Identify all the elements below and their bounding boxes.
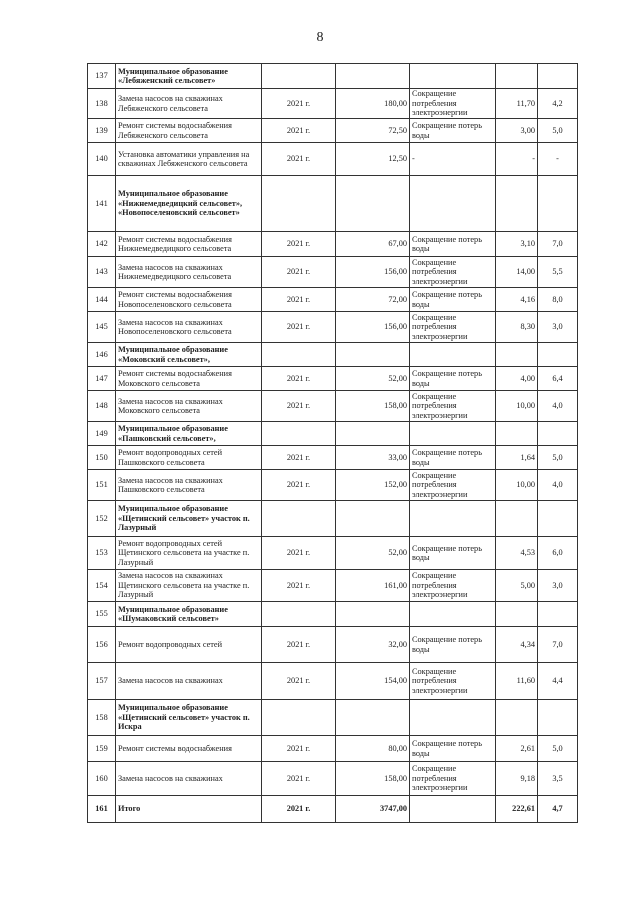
saving-value: 1,64 <box>496 446 538 470</box>
row-number: 160 <box>88 762 116 796</box>
section-heading-row <box>88 602 578 627</box>
measure-name: Ремонт водопроводных сетей <box>116 627 262 663</box>
saving-value <box>496 501 538 537</box>
measure-name: Муниципальное образование «Щетинский сельсовет» участок п. Искра <box>116 700 262 736</box>
expected-effect <box>410 501 496 537</box>
expected-effect: Сокращение потерь воды <box>410 288 496 312</box>
row-number: 152 <box>88 501 116 537</box>
cost-value: 156,00 <box>336 257 410 288</box>
measure-name: Муниципальное образование «Щетинский сельсовет» участок п. Лазурный <box>116 501 262 537</box>
expected-effect: Сокращение потребления электроэнергии <box>410 89 496 119</box>
payback-value: 6,0 <box>538 537 578 570</box>
implementation-year: 2021 г. <box>262 257 336 288</box>
cost-value: 52,00 <box>336 367 410 391</box>
saving-value <box>496 64 538 89</box>
implementation-year: 2021 г. <box>262 627 336 663</box>
expected-effect: Сокращение потребления электроэнергии <box>410 470 496 501</box>
payback-value: 7,0 <box>538 627 578 663</box>
cost-value: 180,00 <box>336 89 410 119</box>
expected-effect: Сокращение потребления электроэнергии <box>410 762 496 796</box>
section-heading-row <box>88 422 578 446</box>
cost-value: 80,00 <box>336 736 410 762</box>
table-row <box>88 663 578 700</box>
payback-value <box>538 501 578 537</box>
expected-effect: Сокращение потерь воды <box>410 232 496 257</box>
section-heading-row <box>88 343 578 367</box>
table-row <box>88 537 578 570</box>
row-number: 145 <box>88 312 116 343</box>
saving-value: 2,61 <box>496 736 538 762</box>
table-row <box>88 312 578 343</box>
implementation-year: 2021 г. <box>262 570 336 602</box>
cost-value: 72,00 <box>336 288 410 312</box>
cost-value: 3747,00 <box>336 796 410 823</box>
implementation-year: 2021 г. <box>262 762 336 796</box>
payback-value: 4,4 <box>538 663 578 700</box>
saving-value: - <box>496 143 538 176</box>
row-number: 143 <box>88 257 116 288</box>
cost-value: 12,50 <box>336 143 410 176</box>
saving-value: 10,00 <box>496 391 538 422</box>
cost-value: 32,00 <box>336 627 410 663</box>
row-number: 142 <box>88 232 116 257</box>
measure-name: Итого <box>116 796 262 823</box>
row-number: 140 <box>88 143 116 176</box>
measure-name: Замена насосов на скважинах Моковского сельсовета <box>116 391 262 422</box>
table-row <box>88 232 578 257</box>
measure-name: Замена насосов на скважинах Новопоселеновского сельсовета <box>116 312 262 343</box>
payback-value <box>538 64 578 89</box>
implementation-year <box>262 422 336 446</box>
implementation-year: 2021 г. <box>262 537 336 570</box>
section-heading-row <box>88 501 578 537</box>
cost-value: 158,00 <box>336 762 410 796</box>
saving-value <box>496 700 538 736</box>
table-row <box>88 119 578 143</box>
payback-value: 3,0 <box>538 312 578 343</box>
table-row <box>88 89 578 119</box>
saving-value: 11,60 <box>496 663 538 700</box>
measure-name: Ремонт системы водоснабжения <box>116 736 262 762</box>
implementation-year <box>262 64 336 89</box>
payback-value <box>538 343 578 367</box>
table-row <box>88 257 578 288</box>
measure-name: Ремонт системы водоснабжения Новопоселеновского сельсовета <box>116 288 262 312</box>
payback-value: 5,5 <box>538 257 578 288</box>
expected-effect: Сокращение потребления электроэнергии <box>410 257 496 288</box>
expected-effect <box>410 602 496 627</box>
saving-value <box>496 343 538 367</box>
expected-effect: Сокращение потребления электроэнергии <box>410 570 496 602</box>
cost-value: 52,00 <box>336 537 410 570</box>
table-row <box>88 446 578 470</box>
cost-value: 156,00 <box>336 312 410 343</box>
expected-effect: Сокращение потребления электроэнергии <box>410 391 496 422</box>
saving-value: 5,00 <box>496 570 538 602</box>
row-number: 144 <box>88 288 116 312</box>
expected-effect: Сокращение потерь воды <box>410 119 496 143</box>
cost-value <box>336 422 410 446</box>
implementation-year <box>262 501 336 537</box>
saving-value <box>496 602 538 627</box>
table-row <box>88 470 578 501</box>
measure-name: Замена насосов на скважинах Лебяженского сельсовета <box>116 89 262 119</box>
section-heading-row <box>88 64 578 89</box>
row-number: 155 <box>88 602 116 627</box>
implementation-year: 2021 г. <box>262 312 336 343</box>
measure-name: Ремонт водопроводных сетей Пашковского сельсовета <box>116 446 262 470</box>
row-number: 137 <box>88 64 116 89</box>
cost-value <box>336 343 410 367</box>
saving-value: 10,00 <box>496 470 538 501</box>
row-number: 138 <box>88 89 116 119</box>
expected-effect <box>410 700 496 736</box>
saving-value: 4,00 <box>496 367 538 391</box>
cost-value <box>336 176 410 232</box>
measure-name: Муниципальное образование «Нижнемедведицкий сельсовет», «Новопоселеновский сельсовет» <box>116 176 262 232</box>
implementation-year <box>262 176 336 232</box>
cost-value: 72,50 <box>336 119 410 143</box>
measure-name: Ремонт водопроводных сетей Щетинского сельсовета на участке п. Лазурный <box>116 537 262 570</box>
row-number: 150 <box>88 446 116 470</box>
row-number: 157 <box>88 663 116 700</box>
implementation-year: 2021 г. <box>262 288 336 312</box>
expected-effect <box>410 422 496 446</box>
row-number: 149 <box>88 422 116 446</box>
measure-name: Муниципальное образование «Шумаковский сельсовет» <box>116 602 262 627</box>
saving-value: 8,30 <box>496 312 538 343</box>
expected-effect <box>410 343 496 367</box>
expected-effect: Сокращение потерь воды <box>410 537 496 570</box>
saving-value: 222,61 <box>496 796 538 823</box>
saving-value: 3,10 <box>496 232 538 257</box>
implementation-year: 2021 г. <box>262 736 336 762</box>
expected-effect <box>410 176 496 232</box>
cost-value <box>336 700 410 736</box>
payback-value: - <box>538 143 578 176</box>
payback-value: 3,5 <box>538 762 578 796</box>
row-number: 151 <box>88 470 116 501</box>
row-number: 153 <box>88 537 116 570</box>
cost-value: 67,00 <box>336 232 410 257</box>
measure-name: Замена насосов на скважинах <box>116 663 262 700</box>
implementation-year: 2021 г. <box>262 391 336 422</box>
saving-value: 3,00 <box>496 119 538 143</box>
row-number: 147 <box>88 367 116 391</box>
saving-value: 4,16 <box>496 288 538 312</box>
table-row <box>88 288 578 312</box>
measure-name: Муниципальное образование «Пашковский сельсовет», <box>116 422 262 446</box>
row-number: 158 <box>88 700 116 736</box>
table-row <box>88 391 578 422</box>
row-number: 154 <box>88 570 116 602</box>
implementation-year <box>262 343 336 367</box>
table-row <box>88 367 578 391</box>
implementation-year: 2021 г. <box>262 796 336 823</box>
payback-value: 8,0 <box>538 288 578 312</box>
cost-value <box>336 501 410 537</box>
expected-effect: Сокращение потребления электроэнергии <box>410 663 496 700</box>
payback-value: 4,0 <box>538 470 578 501</box>
expected-effect <box>410 64 496 89</box>
measure-name: Ремонт системы водоснабжения Нижнемедведицкого сельсовета <box>116 232 262 257</box>
expected-effect: Сокращение потерь воды <box>410 367 496 391</box>
table-row <box>88 627 578 663</box>
saving-value: 14,00 <box>496 257 538 288</box>
payback-value: 3,0 <box>538 570 578 602</box>
row-number: 146 <box>88 343 116 367</box>
implementation-year: 2021 г. <box>262 143 336 176</box>
row-number: 139 <box>88 119 116 143</box>
expected-effect: - <box>410 143 496 176</box>
page-number: 8 <box>316 30 324 45</box>
cost-value <box>336 602 410 627</box>
measure-name: Замена насосов на скважинах Пашковского сельсовета <box>116 470 262 501</box>
table-row <box>88 762 578 796</box>
row-number: 156 <box>88 627 116 663</box>
payback-value: 5,0 <box>538 119 578 143</box>
implementation-year: 2021 г. <box>262 446 336 470</box>
implementation-year: 2021 г. <box>262 119 336 143</box>
measure-name: Замена насосов на скважинах <box>116 762 262 796</box>
payback-value: 4,7 <box>538 796 578 823</box>
payback-value <box>538 422 578 446</box>
measure-name: Ремонт системы водоснабжения Лебяженского сельсовета <box>116 119 262 143</box>
cost-value <box>336 64 410 89</box>
payback-value: 4,0 <box>538 391 578 422</box>
implementation-year <box>262 700 336 736</box>
expected-effect: Сокращение потерь воды <box>410 627 496 663</box>
table-row <box>88 143 578 176</box>
saving-value: 11,70 <box>496 89 538 119</box>
payback-value: 5,0 <box>538 736 578 762</box>
expected-effect <box>410 796 496 823</box>
row-number: 148 <box>88 391 116 422</box>
measure-name: Установка автоматики управления на скважинах Лебяженского сельсовета <box>116 143 262 176</box>
measure-name: Замена насосов на скважинах Нижнемедведицкого сельсовета <box>116 257 262 288</box>
cost-value: 158,00 <box>336 391 410 422</box>
table-row <box>88 736 578 762</box>
table-row <box>88 570 578 602</box>
row-number: 141 <box>88 176 116 232</box>
total-row <box>88 796 578 823</box>
section-heading-row <box>88 700 578 736</box>
implementation-year <box>262 602 336 627</box>
row-number: 159 <box>88 736 116 762</box>
payback-value: 4,2 <box>538 89 578 119</box>
cost-value: 152,00 <box>336 470 410 501</box>
cost-value: 33,00 <box>336 446 410 470</box>
measure-name: Ремонт системы водоснабжения Моковского сельсовета <box>116 367 262 391</box>
saving-value <box>496 176 538 232</box>
saving-value: 4,34 <box>496 627 538 663</box>
row-number: 161 <box>88 796 116 823</box>
payback-value <box>538 700 578 736</box>
cost-value: 161,00 <box>336 570 410 602</box>
expected-effect: Сокращение потребления электроэнергии <box>410 312 496 343</box>
payback-value: 7,0 <box>538 232 578 257</box>
saving-value: 9,18 <box>496 762 538 796</box>
expected-effect: Сокращение потерь воды <box>410 736 496 762</box>
implementation-year: 2021 г. <box>262 470 336 501</box>
implementation-year: 2021 г. <box>262 367 336 391</box>
implementation-year: 2021 г. <box>262 663 336 700</box>
cost-value: 154,00 <box>336 663 410 700</box>
measure-name: Замена насосов на скважинах Щетинского сельсовета на участке п. Лазурный <box>116 570 262 602</box>
saving-value: 4,53 <box>496 537 538 570</box>
saving-value <box>496 422 538 446</box>
measure-name: Муниципальное образование «Моковский сельсовет», <box>116 343 262 367</box>
implementation-year: 2021 г. <box>262 89 336 119</box>
payback-value: 6,4 <box>538 367 578 391</box>
measure-name: Муниципальное образование «Лебяженский сельсовет» <box>116 64 262 89</box>
payback-value: 5,0 <box>538 446 578 470</box>
payback-value <box>538 602 578 627</box>
expected-effect: Сокращение потерь воды <box>410 446 496 470</box>
measures-table <box>87 63 578 823</box>
section-heading-row <box>88 176 578 232</box>
implementation-year: 2021 г. <box>262 232 336 257</box>
payback-value <box>538 176 578 232</box>
